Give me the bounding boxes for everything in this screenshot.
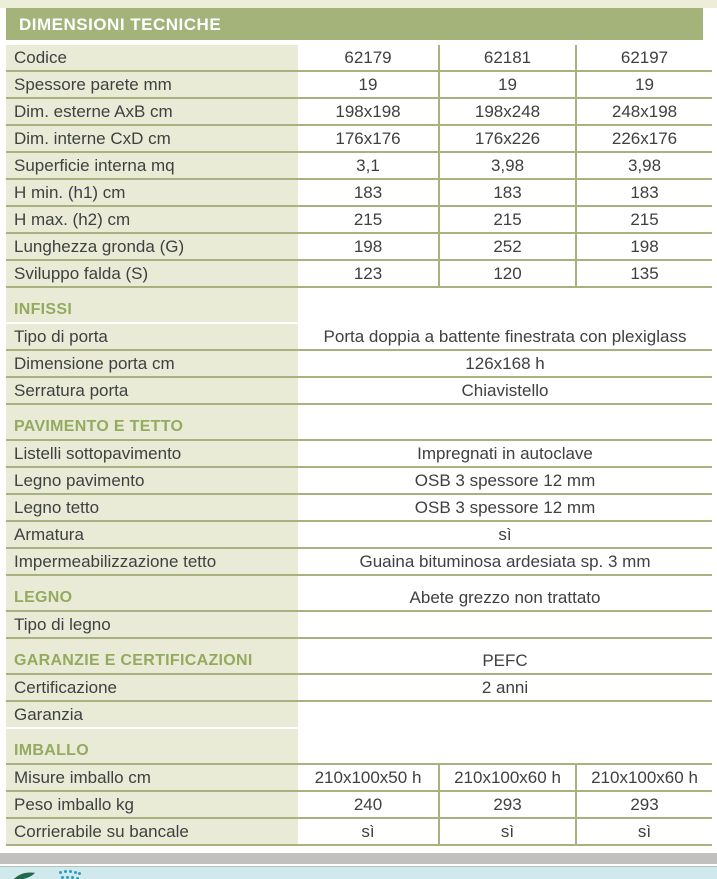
row-value: 62181 — [438, 45, 575, 70]
row-value: 240 — [298, 792, 438, 817]
section-title: GARANZIE E CERTIFICAZIONI — [6, 648, 298, 673]
section-title: INFISSI — [6, 297, 298, 322]
table-row — [6, 468, 712, 495]
table-row — [6, 234, 712, 261]
row-value: 183 — [575, 180, 712, 205]
table-title: DIMENSIONI TECNICHE — [19, 15, 222, 34]
table-row — [6, 495, 712, 522]
row-label: Certificazione — [6, 675, 298, 700]
table-row — [6, 378, 712, 405]
row-value: 176x226 — [438, 126, 575, 151]
row-label: Spessore parete mm — [6, 72, 298, 97]
table-row — [6, 612, 712, 639]
row-value: 293 — [575, 792, 712, 817]
row-value: 183 — [298, 180, 438, 205]
footer-gap — [0, 846, 717, 853]
table-row — [6, 441, 712, 468]
row-value: sì — [298, 819, 438, 844]
row-value: 248x198 — [575, 99, 712, 124]
row-value: 126x168 h — [298, 351, 712, 376]
row-value: 3,1 — [298, 153, 438, 178]
row-value: OSB 3 spessore 12 mm — [298, 468, 712, 493]
row-value: 215 — [575, 207, 712, 232]
row-value: sì — [575, 819, 712, 844]
table-row — [6, 351, 712, 378]
row-value: 198x198 — [298, 99, 438, 124]
row-label: Tipo di legno — [6, 612, 298, 637]
row-value: 120 — [438, 261, 575, 286]
row-value: OSB 3 spessore 12 mm — [298, 495, 712, 520]
row-value: Impregnati in autoclave — [298, 441, 712, 466]
table-row — [6, 324, 712, 351]
row-value — [298, 702, 712, 727]
row-value — [298, 612, 712, 637]
row-value: 293 — [438, 792, 575, 817]
row-value: 19 — [575, 72, 712, 97]
separator-bar — [0, 853, 717, 864]
spec-table — [6, 45, 712, 846]
section-title-value: Abete grezzo non trattato — [298, 585, 712, 610]
row-value: Chiavistello — [298, 378, 712, 403]
row-value: 215 — [298, 207, 438, 232]
table-row — [6, 702, 712, 729]
section-spacer — [6, 576, 712, 585]
table-row — [6, 207, 712, 234]
table-row — [6, 126, 712, 153]
row-label: Serratura porta — [6, 378, 298, 403]
top-margin-strip — [0, 0, 717, 8]
section-spacer-label — [6, 639, 298, 648]
row-label: Tipo di porta — [6, 324, 298, 349]
row-label: Misure imballo cm — [6, 765, 298, 790]
section-header-row — [6, 585, 712, 612]
section-spacer-label — [6, 405, 298, 414]
row-label: Garanzia — [6, 702, 298, 727]
section-header-row — [6, 738, 712, 765]
section-title-value — [298, 414, 712, 439]
section-header-row — [6, 297, 712, 324]
row-label: Peso imballo kg — [6, 792, 298, 817]
section-spacer — [6, 639, 712, 648]
row-label: Superficie interna mq — [6, 153, 298, 178]
table-row — [6, 819, 712, 846]
row-label: Legno pavimento — [6, 468, 298, 493]
row-label: Dim. interne CxD cm — [6, 126, 298, 151]
row-label: Impermeabilizzazione tetto — [6, 549, 298, 574]
section-title: PAVIMENTO E TETTO — [6, 414, 298, 439]
section-title: LEGNO — [6, 585, 298, 610]
row-label: H min. (h1) cm — [6, 180, 298, 205]
row-value: 198 — [298, 234, 438, 259]
row-value: 210x100x60 h — [438, 765, 575, 790]
row-label: Sviluppo falda (S) — [6, 261, 298, 286]
table-row — [6, 765, 712, 792]
table-row — [6, 261, 712, 288]
row-value: 19 — [298, 72, 438, 97]
row-value: 2 anni — [298, 675, 712, 700]
section-title-value — [298, 738, 712, 763]
row-label: Armatura — [6, 522, 298, 547]
section-spacer — [6, 729, 712, 738]
row-label: Dimensione porta cm — [6, 351, 298, 376]
row-value: 183 — [438, 180, 575, 205]
section-header-row — [6, 648, 712, 675]
row-value: 215 — [438, 207, 575, 232]
table-row — [6, 153, 712, 180]
section-title-value — [298, 297, 712, 322]
row-value: 252 — [438, 234, 575, 259]
section-header-row — [6, 414, 712, 441]
row-value: sì — [298, 522, 712, 547]
section-spacer-label — [6, 576, 298, 585]
table-row — [6, 675, 712, 702]
row-value: 198x248 — [438, 99, 575, 124]
row-value: 135 — [575, 261, 712, 286]
section-title-value: PEFC — [298, 648, 712, 673]
table-row — [6, 549, 712, 576]
row-value: 19 — [438, 72, 575, 97]
dots-icon — [59, 870, 81, 879]
table-row — [6, 72, 712, 99]
row-value: 62179 — [298, 45, 438, 70]
row-value: 176x176 — [298, 126, 438, 151]
row-label: Codice — [6, 45, 298, 70]
table-row — [6, 99, 712, 126]
row-value: 198 — [575, 234, 712, 259]
row-value: 210x100x50 h — [298, 765, 438, 790]
table-row — [6, 792, 712, 819]
row-label: Dim. esterne AxB cm — [6, 99, 298, 124]
row-value: 3,98 — [438, 153, 575, 178]
footer-banner — [0, 866, 717, 879]
row-value: Guaina bituminosa ardesiata sp. 3 mm — [298, 549, 712, 574]
section-spacer-label — [6, 729, 298, 738]
table-row — [6, 180, 712, 207]
table-row — [6, 45, 712, 72]
row-label: Listelli sottopavimento — [6, 441, 298, 466]
row-value: Porta doppia a battente finestrata con plexiglass — [298, 324, 712, 349]
leaf-icon — [12, 871, 36, 879]
row-value: 123 — [298, 261, 438, 286]
row-value: 62197 — [575, 45, 712, 70]
section-title: IMBALLO — [6, 738, 298, 763]
table-row — [6, 522, 712, 549]
section-spacer — [6, 405, 712, 414]
row-value: 226x176 — [575, 126, 712, 151]
row-label: H max. (h2) cm — [6, 207, 298, 232]
table-header-bar — [6, 8, 703, 40]
row-value: 210x100x60 h — [575, 765, 712, 790]
row-value: 3,98 — [575, 153, 712, 178]
row-label: Legno tetto — [6, 495, 298, 520]
row-value: sì — [438, 819, 575, 844]
section-spacer-label — [6, 288, 298, 297]
row-label: Lunghezza gronda (G) — [6, 234, 298, 259]
section-spacer — [6, 288, 712, 297]
row-label: Corrierabile su bancale — [6, 819, 298, 844]
